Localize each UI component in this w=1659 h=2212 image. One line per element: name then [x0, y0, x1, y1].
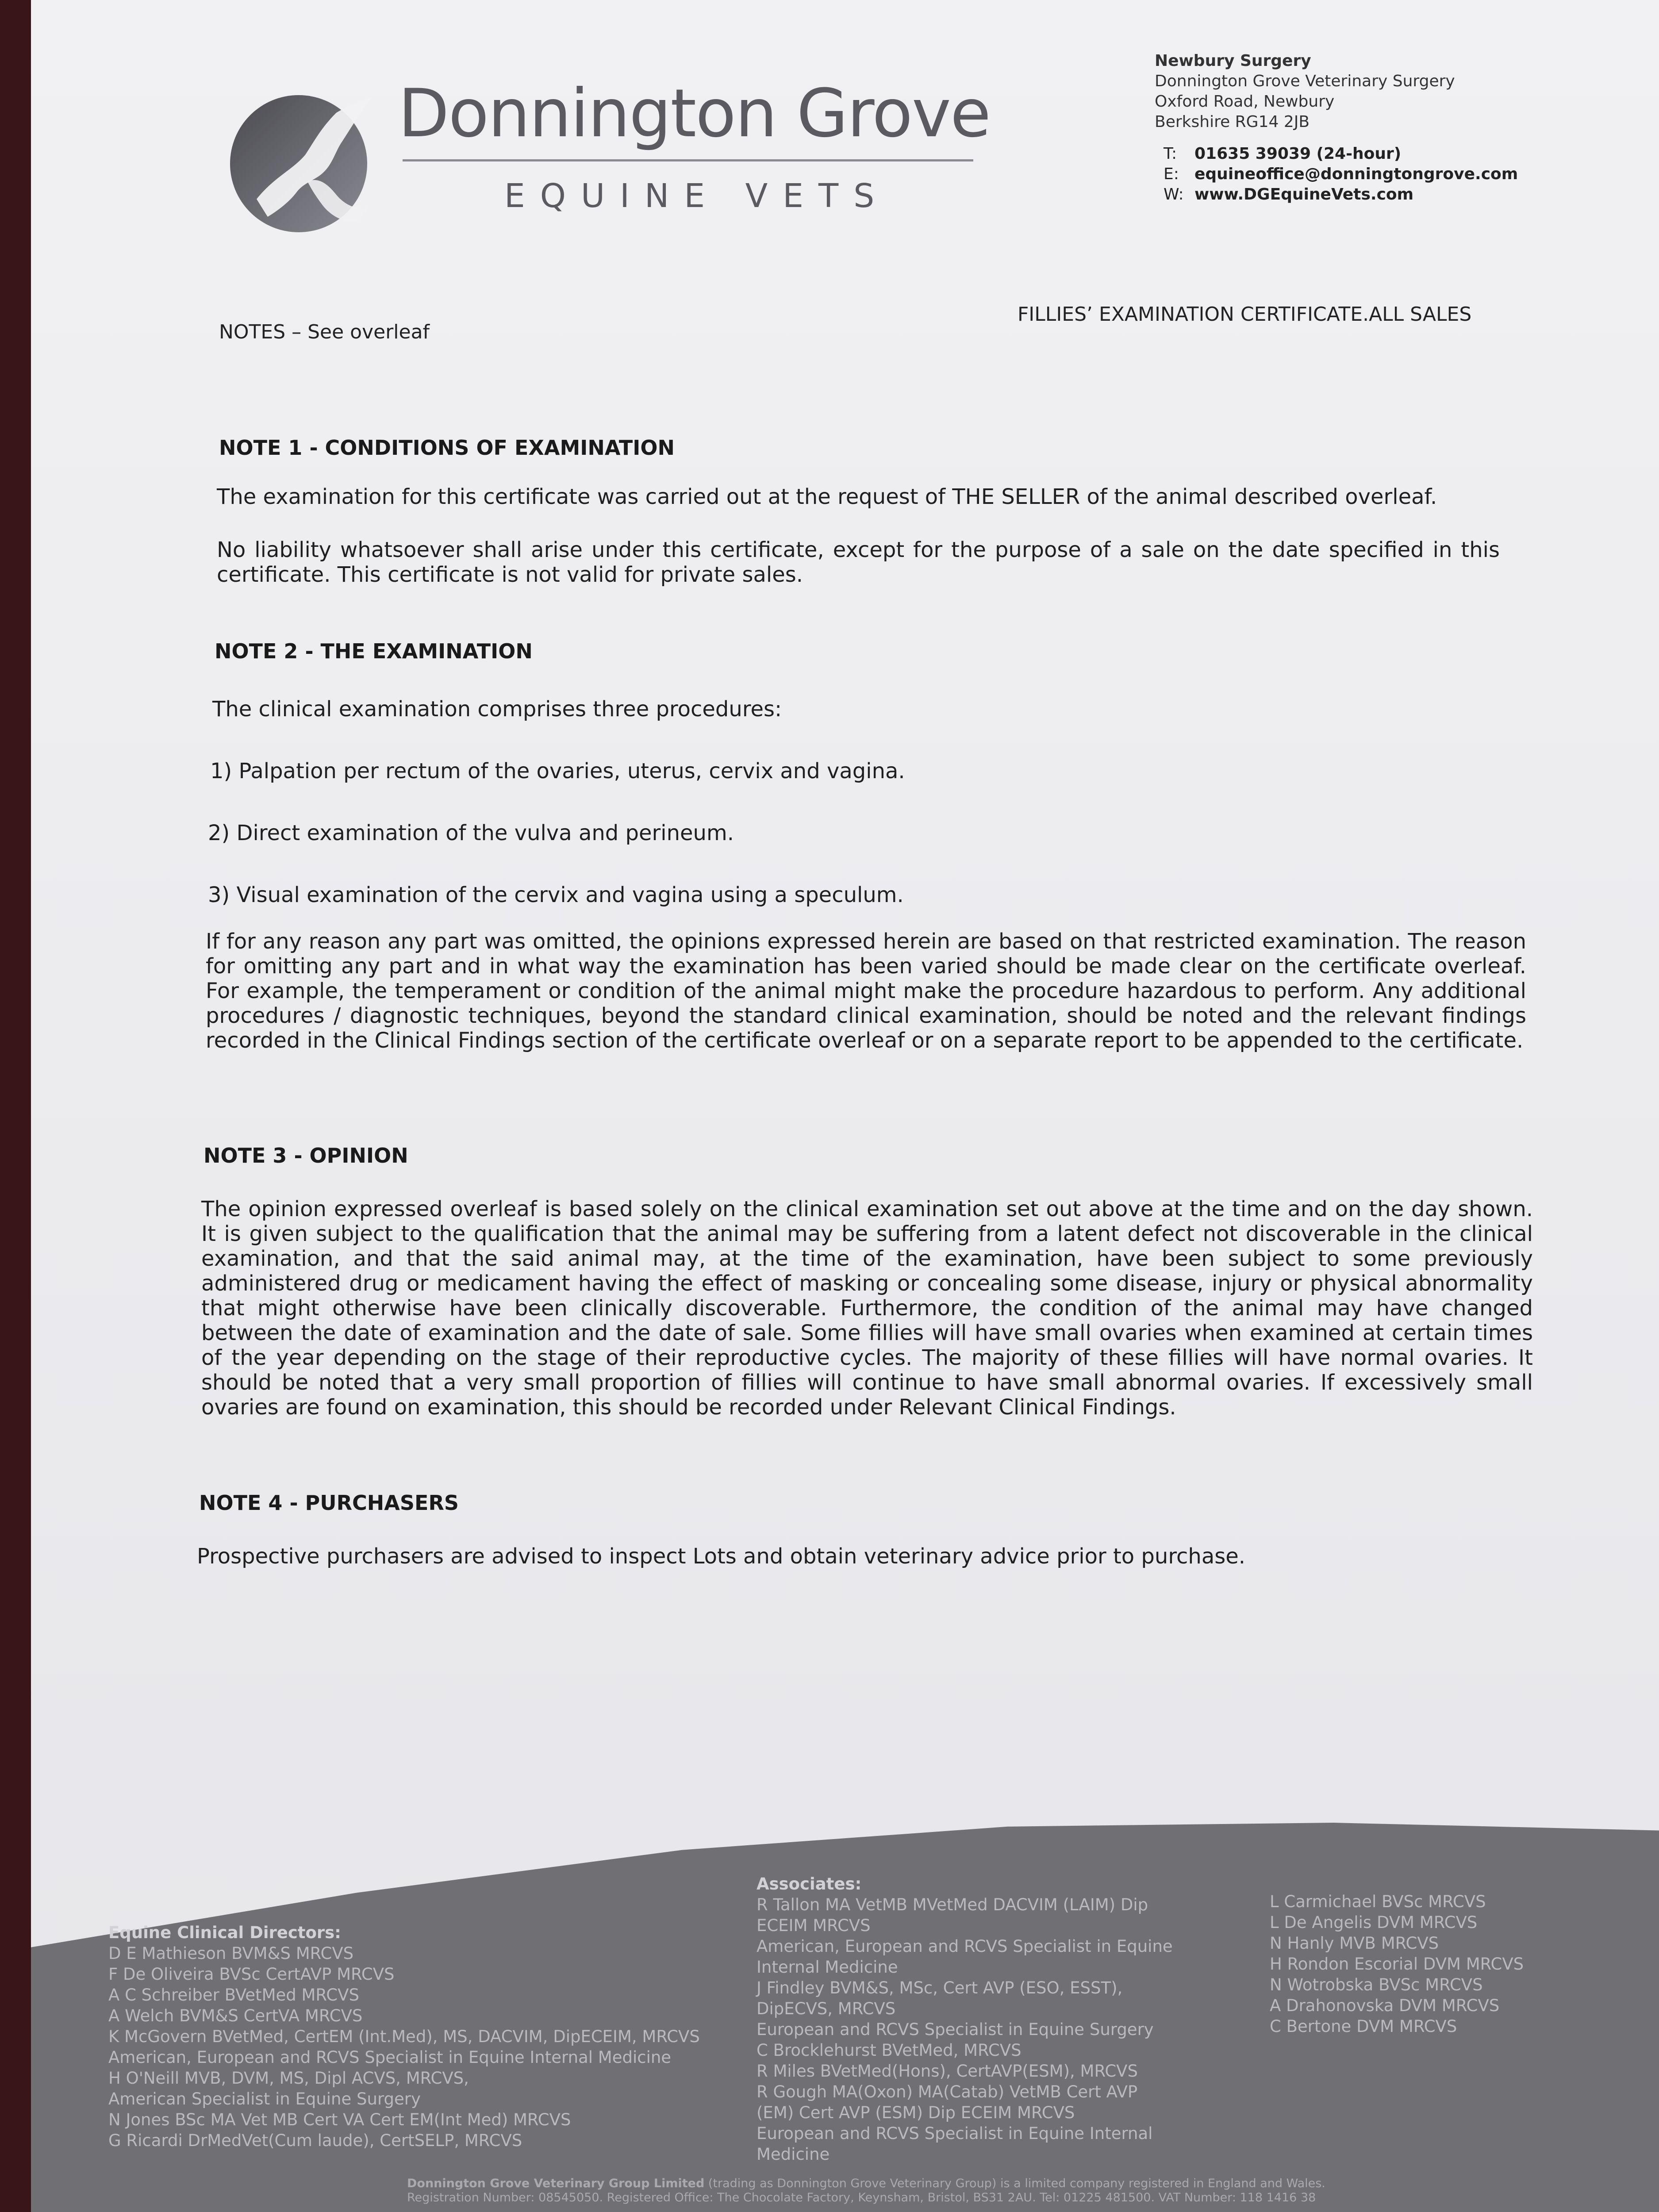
vet-entry: N Hanly MVB MRCVS	[1270, 1934, 1439, 1953]
procedure-item: 3) Visual examination of the cervix and vagina using a speculum.	[208, 883, 904, 907]
company-name: Donnington Grove Veterinary Group Limited	[407, 2177, 705, 2190]
surgery-address	[1155, 51, 1455, 132]
director-entry: American, European and RCVS Specialist in Equine Internal Medicine	[108, 2048, 672, 2067]
directors-list	[108, 1922, 700, 2151]
directors-title: Equine Clinical Directors:	[108, 1923, 341, 1942]
note4-paragraph: Prospective purchasers are advised to inspect Lots and obtain veterinary advice prior to purchase.	[197, 1544, 1246, 1569]
note3-title: NOTE 3 - OPINION	[204, 1144, 408, 1167]
brand-divider	[403, 159, 973, 161]
notes-heading: NOTES – See overleaf	[219, 321, 430, 343]
director-entry: A C Schreiber BVetMed MRCVS	[108, 1985, 359, 2005]
associate-entry: American, European and RCVS Specialist in Equine	[757, 1937, 1173, 1956]
email-line[interactable]: E: equineoffice@donningtongrove.com	[1164, 165, 1518, 183]
associate-entry: Medicine	[757, 2145, 830, 2164]
director-entry: A Welch BVM&S CertVA MRCVS	[108, 2006, 363, 2025]
note3-paragraph: The opinion expressed overleaf is based solely on the clinical examination set out above at the time and on the day shown. It is given subject to the qualification that the animal may be suffering from a latent defect not discoverable in the clinical examination, and that the said animal may, at the time of the examination, have been subject to some previously administered drug or medicament having the effect of masking or concealing some disease, injury or physical abnormality that might otherwise have been clinically discoverable. Furthermore, the condition of the animal may have changed between the date of examination and the date of sale. Some fillies will have small ovaries when examined at certain times of the year depending on the stage of their reproductive cycles. The majority of these fillies will have normal ovaries. It should be noted that a very small proportion of fillies will continue to have small abnormal ovaries. If excessively small ovaries are found on examination, this should be recorded under Relevant Clinical Findings.	[201, 1197, 1533, 1420]
director-entry: D E Mathieson BVM&S MRCVS	[108, 1944, 354, 1963]
associate-entry: R Gough MA(Oxon) MA(Catab) VetMB Cert AVP	[757, 2082, 1138, 2101]
procedure-item: 2) Direct examination of the vulva and perineum.	[208, 821, 734, 845]
brand-subtitle: EQUINE VETS	[504, 177, 890, 215]
phone-line: T: 01635 39039 (24-hour)	[1164, 145, 1402, 163]
legal-line: (trading as Donnington Grove Veterinary Group) is a limited company registered in England and Wales.	[708, 2177, 1325, 2190]
associate-entry: ECEIM MRCVS	[757, 1916, 871, 1935]
procedure-item: 1) Palpation per rectum of the ovaries, uterus, cervix and vagina.	[210, 759, 905, 783]
vet-entry: H Rondon Escorial DVM MRCVS	[1270, 1955, 1524, 1974]
associate-entry: (EM) Cert AVP (ESM) Dip ECEIM MRCVS	[757, 2103, 1075, 2122]
legal-notice	[407, 2177, 1325, 2205]
certificate-page	[31, 0, 1659, 2212]
address-line: Donnington Grove Veterinary Surgery	[1155, 72, 1455, 90]
vet-entry: L Carmichael BVSc MRCVS	[1270, 1892, 1486, 1911]
brand-name: Donnington Grove	[398, 75, 991, 152]
note1-title: NOTE 1 - CONDITIONS OF EXAMINATION	[219, 436, 675, 460]
vet-entry: L De Angelis DVM MRCVS	[1270, 1913, 1478, 1932]
note2-title: NOTE 2 - THE EXAMINATION	[215, 639, 533, 663]
address-line: Oxford Road, Newbury	[1155, 92, 1335, 111]
associates-title: Associates:	[757, 1874, 862, 1893]
note1-paragraph: The examination for this certificate was carried out at the request of THE SELLER of the animal described overleaf.	[217, 484, 1437, 509]
note4-title: NOTE 4 - PURCHASERS	[199, 1491, 459, 1515]
note2-intro: The clinical examination comprises three procedures:	[212, 697, 782, 722]
director-entry: H O'Neill MVB, DVM, MS, Dipl ACVS, MRCVS,	[108, 2069, 469, 2088]
associate-entry: C Brocklehurst BVetMed, MRCVS	[757, 2041, 1022, 2060]
director-entry: G Ricardi DrMedVet(Cum laude), CertSELP, MRCVS	[108, 2131, 522, 2150]
associate-entry: J Findley BVM&S, MSc, Cert AVP (ESO, ESST),	[757, 1978, 1123, 1997]
associate-entry: R Miles BVetMed(Hons), CertAVP(ESM), MRCVS	[757, 2062, 1138, 2081]
associate-entry: DipECVS, MRCVS	[757, 1999, 896, 2018]
associate-entry: R Tallon MA VetMB MVetMed DACVIM (LAIM) Dip	[757, 1895, 1148, 1914]
associate-entry: Internal Medicine	[757, 1958, 898, 1977]
associate-entry: European and RCVS Specialist in Equine Surgery	[757, 2020, 1154, 2039]
contact-details	[1164, 144, 1518, 205]
associates-list	[757, 1874, 1173, 2165]
director-entry: N Jones BSc MA Vet MB Cert VA Cert EM(Int Med) MRCVS	[108, 2110, 571, 2129]
vet-entry: A Drahonovska DVM MRCVS	[1270, 1996, 1500, 2015]
vets-list	[1270, 1891, 1524, 2037]
director-entry: F De Oliveira BVSc CertAVP MRCVS	[108, 1965, 395, 1984]
website-line[interactable]: W: www.DGEquineVets.com	[1164, 185, 1414, 204]
surgery-name: Newbury Surgery	[1155, 52, 1311, 70]
note1-paragraph: No liability whatsoever shall arise under this certificate, except for the purpose of a sale on the date specified in this certificate. This certificate is not valid for private sales.	[217, 538, 1500, 587]
legal-line: Registration Number: 08545050. Registered Office: The Chocolate Factory, Keynsham, Bristol, BS31 2AU. Tel: 01225 481500. VAT Number: 118 1416 38	[407, 2191, 1316, 2204]
associate-entry: European and RCVS Specialist in Equine Internal	[757, 2124, 1153, 2143]
note2-paragraph: If for any reason any part was omitted, the opinions expressed herein are based on that restricted examination. The reason for omitting any part and in what way the examination has been varied should be made clear on the certificate overleaf. For example, the temperament or condition of the animal might make the procedure hazardous to perform. Any additional procedures / diagnostic techniques, beyond the standard clinical examination, should be noted and the relevant findings recorded in the Clinical Findings section of the certificate overleaf or on a separate report to be appended to the certificate.	[206, 929, 1526, 1053]
horse-head-logo-icon	[226, 88, 380, 234]
vet-entry: N Wotrobska BVSc MRCVS	[1270, 1975, 1483, 1994]
director-entry: American Specialist in Equine Surgery	[108, 2089, 421, 2108]
vet-entry: C Bertone DVM MRCVS	[1270, 2017, 1457, 2036]
certificate-title: FILLIES’ EXAMINATION CERTIFICATE.ALL SALES	[1018, 303, 1472, 326]
director-entry: K McGovern BVetMed, CertEM (Int.Med), MS, DACVIM, DipECEIM, MRCVS	[108, 2027, 700, 2046]
address-line: Berkshire RG14 2JB	[1155, 113, 1310, 131]
